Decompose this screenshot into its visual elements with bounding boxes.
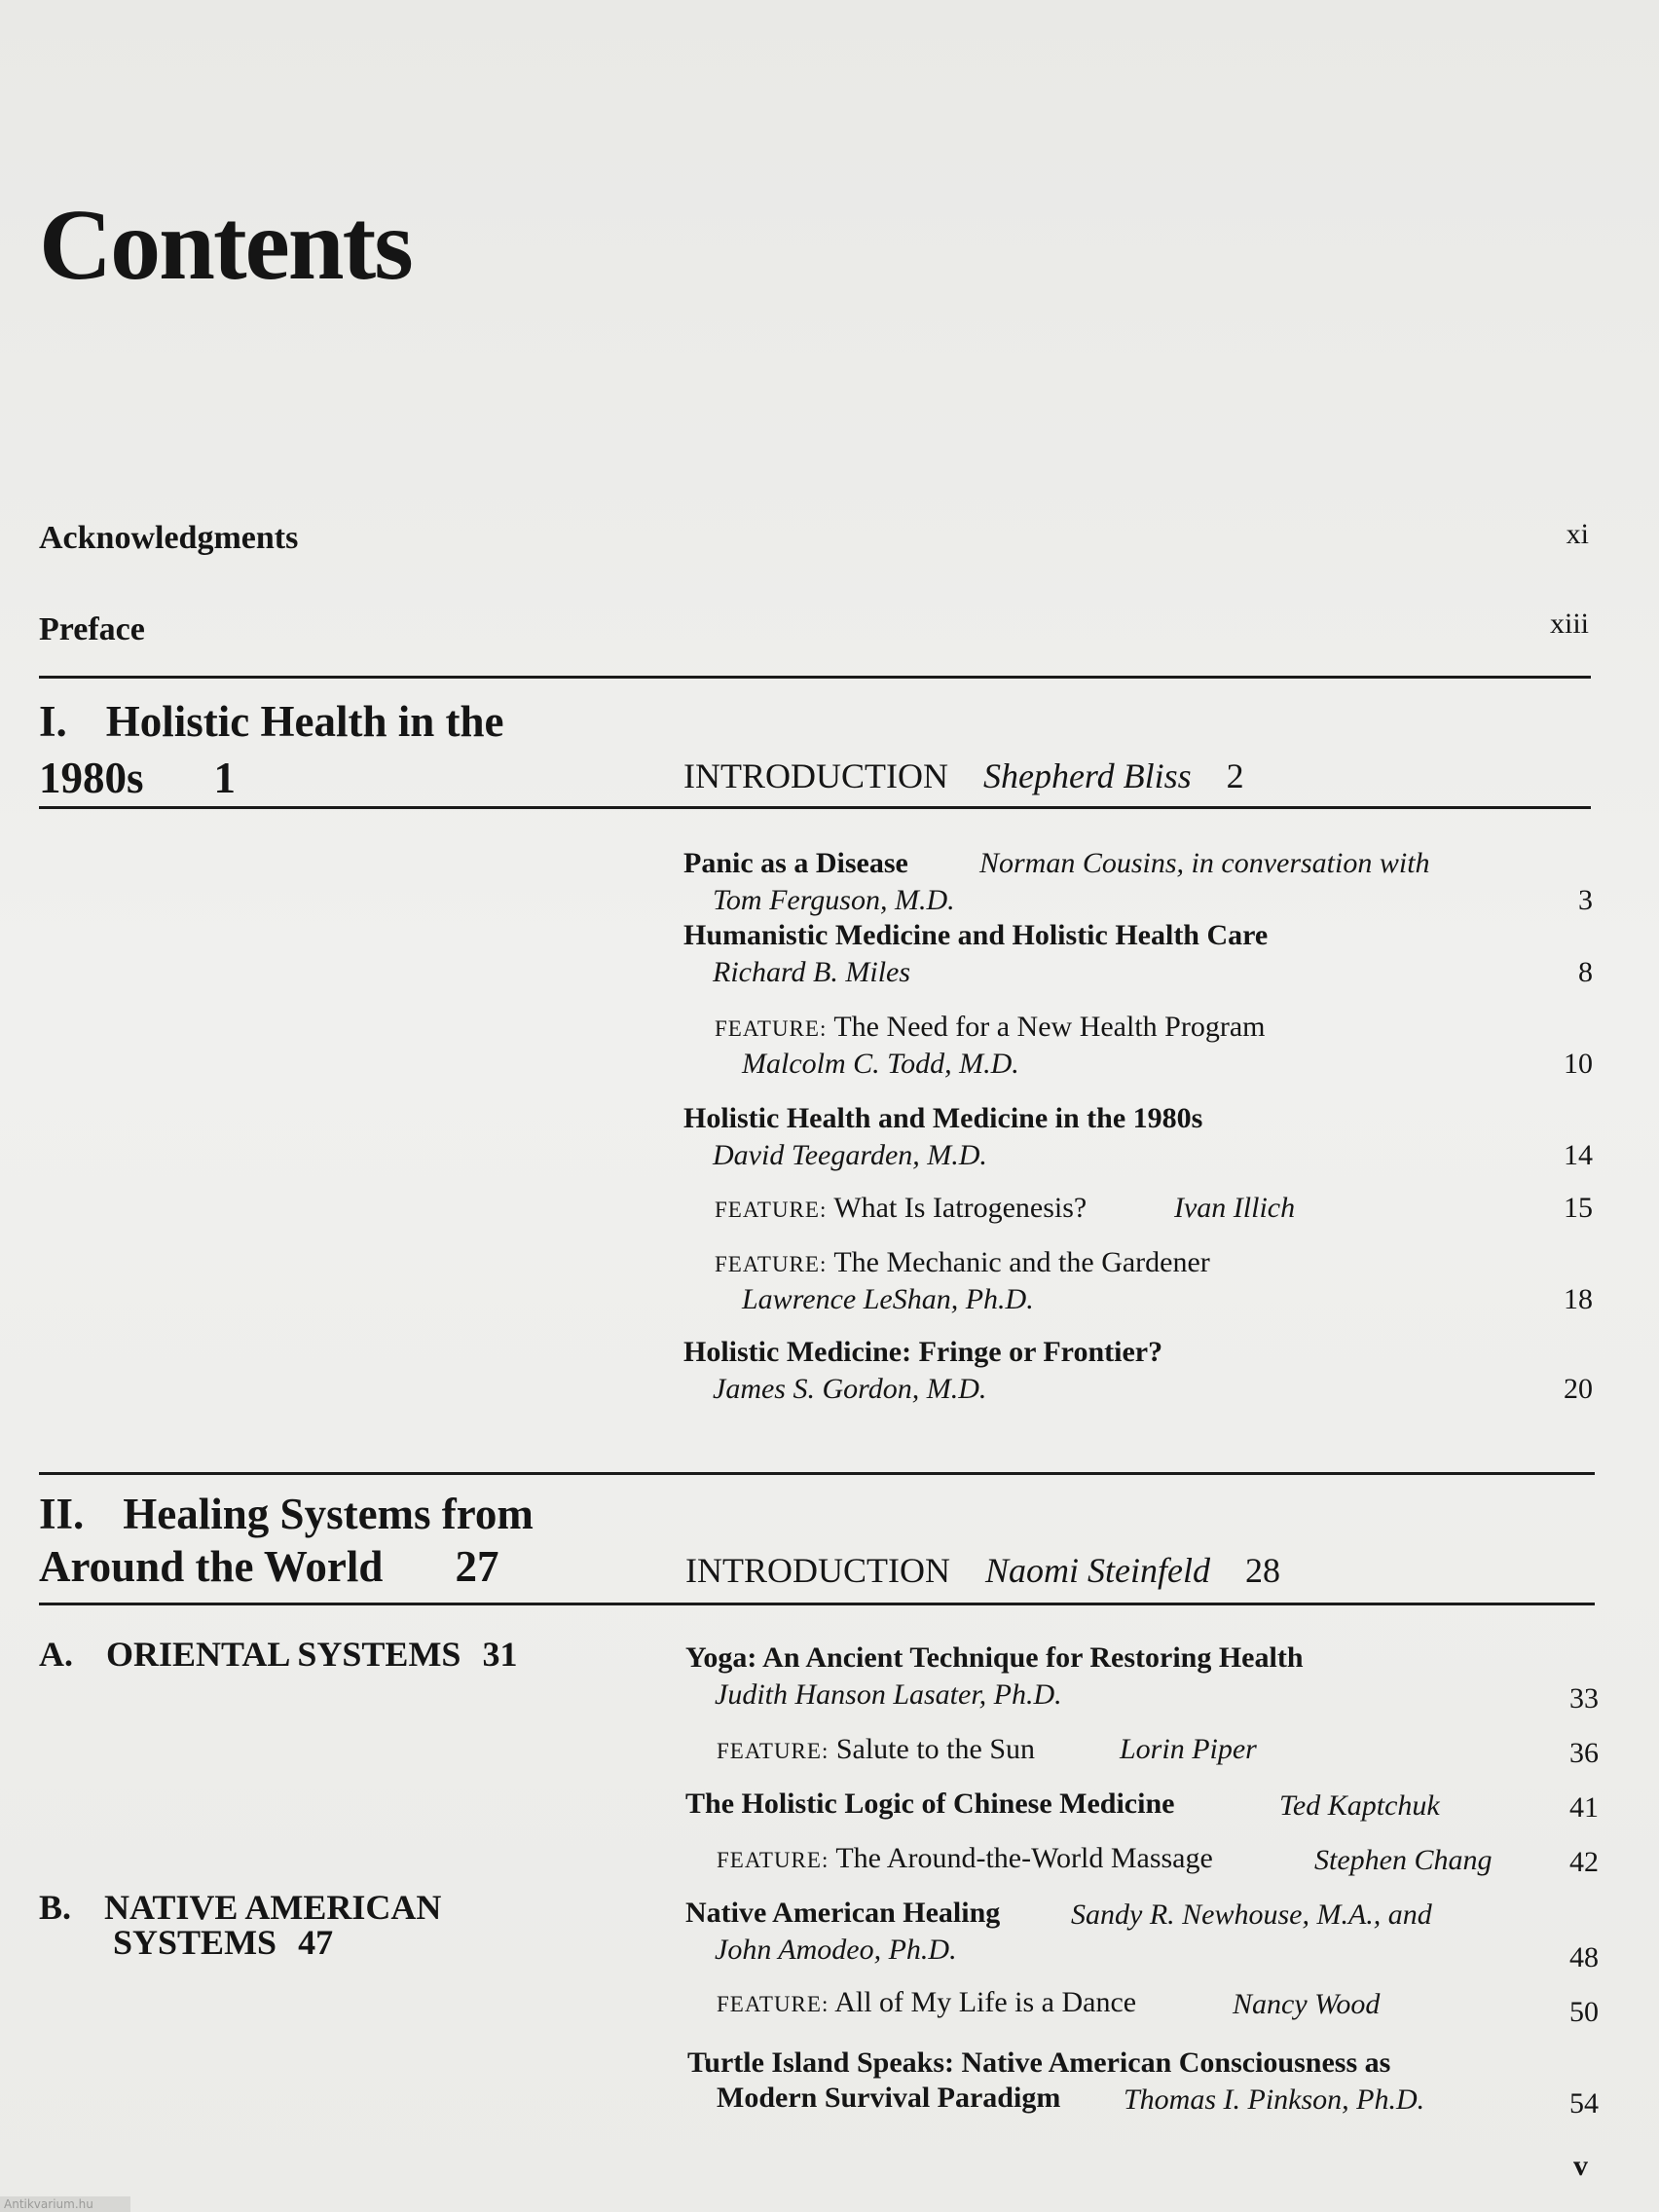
entry-page: 3 (1578, 884, 1593, 916)
part2-bottom-rule (39, 1603, 1595, 1605)
section-b-heading-line1[interactable] (39, 1889, 441, 1926)
feature-entry[interactable] (715, 1246, 1210, 1279)
feature-label: FEATURE: (717, 1848, 830, 1872)
entry-page: 41 (1569, 1791, 1599, 1824)
part2-heading-line1[interactable] (39, 1488, 534, 1540)
entry-page: 8 (1578, 956, 1593, 988)
entry-page: 18 (1564, 1283, 1593, 1315)
entry-page: 20 (1564, 1373, 1593, 1405)
part2-intro-label: INTRODUCTION (685, 1551, 950, 1590)
part2-top-rule (39, 1472, 1595, 1475)
front-matter-preface-page: xiii (1549, 608, 1589, 640)
feature-entry[interactable] (717, 1842, 1213, 1875)
part2-page: 27 (455, 1542, 499, 1591)
part1-top-rule (39, 676, 1591, 679)
feature-title: The Mechanic and the Gardener (833, 1246, 1210, 1278)
part1-heading-line1[interactable] (39, 695, 504, 748)
entry-author: Malcolm C. Todd, M.D. (742, 1048, 1019, 1080)
entry-author: Thomas I. Pinkson, Ph.D. (1124, 2083, 1425, 2116)
entry-page: 15 (1564, 1192, 1593, 1224)
entry-author: Ivan Illich (1174, 1192, 1296, 1224)
entry-page: 48 (1569, 1941, 1599, 1973)
entry-author: Tom Ferguson, M.D. (713, 884, 955, 916)
entry-title[interactable]: Holistic Medicine: Fringe or Frontier? (683, 1336, 1163, 1368)
feature-label: FEATURE: (715, 1016, 828, 1041)
feature-entry[interactable] (717, 1986, 1136, 2019)
section-a-letter: A. (39, 1635, 73, 1674)
feature-label: FEATURE: (715, 1252, 828, 1276)
part1-introduction[interactable] (683, 756, 1244, 796)
section-a-page: 31 (482, 1635, 518, 1674)
entry-title[interactable]: Turtle Island Speaks: Native American Consciousness as (687, 2046, 1391, 2079)
part1-intro-page: 2 (1226, 756, 1244, 795)
entry-author: John Amodeo, Ph.D. (715, 1934, 957, 1966)
section-a-heading[interactable] (39, 1636, 517, 1673)
entry-author: Sandy R. Newhouse, M.A., and (1071, 1899, 1432, 1931)
entry-author: Lorin Piper (1120, 1733, 1257, 1765)
feature-label: FEATURE: (717, 1739, 830, 1763)
entry-title[interactable]: Panic as a Disease (683, 847, 908, 879)
entry-title[interactable]: Yoga: An Ancient Technique for Restoring Health (685, 1641, 1304, 1674)
feature-title: Salute to the Sun (835, 1733, 1035, 1765)
entry-author: Nancy Wood (1233, 1988, 1381, 2020)
part1-bottom-rule (39, 806, 1591, 809)
feature-label: FEATURE: (715, 1198, 828, 1222)
entry-author: Lawrence LeShan, Ph.D. (742, 1283, 1034, 1315)
part1-title-line2: 1980s (39, 754, 144, 802)
entry-page: 33 (1569, 1682, 1599, 1714)
entry-page: 42 (1569, 1846, 1599, 1878)
part1-numeral: I. (39, 697, 67, 746)
part1-title-line1: Holistic Health in the (105, 697, 504, 746)
part1-heading-line2[interactable] (39, 752, 236, 804)
entry-author: Norman Cousins, in conversation with (979, 847, 1430, 879)
watermark: Antikvarium.hu (0, 2196, 130, 2212)
part2-title-line2: Around the World (39, 1542, 384, 1591)
section-a-title: ORIENTAL SYSTEMS (106, 1635, 461, 1674)
page-number: v (1573, 2150, 1588, 2182)
page-title: Contents (39, 189, 412, 301)
part2-intro-page: 28 (1244, 1551, 1280, 1590)
part2-title-line1: Healing Systems from (123, 1490, 534, 1538)
feature-title: The Around-the-World Massage (835, 1842, 1213, 1874)
feature-title: The Need for a New Health Program (833, 1011, 1266, 1043)
section-b-page: 47 (298, 1923, 334, 1962)
entry-page: 10 (1564, 1048, 1593, 1080)
feature-title: What Is Iatrogenesis? (833, 1192, 1088, 1224)
section-b-letter: B. (39, 1888, 72, 1927)
entry-title[interactable]: Native American Healing (685, 1897, 1001, 1929)
section-b-title-line2: SYSTEMS (113, 1923, 277, 1962)
feature-label: FEATURE: (717, 1992, 830, 2016)
feature-entry[interactable] (717, 1733, 1035, 1766)
part2-numeral: II. (39, 1490, 85, 1538)
section-b-title-line1: NATIVE AMERICAN (104, 1888, 442, 1927)
part1-intro-label: INTRODUCTION (683, 756, 948, 795)
entry-author: Richard B. Miles (713, 956, 911, 988)
front-matter-preface[interactable]: Preface (39, 611, 145, 647)
front-matter-acknowledgments-page: xi (1566, 518, 1589, 550)
entry-title[interactable]: Humanistic Medicine and Holistic Health Care (683, 919, 1269, 951)
part2-intro-author: Naomi Steinfeld (984, 1551, 1210, 1590)
section-b-heading-line2[interactable] (113, 1924, 333, 1961)
entry-page: 36 (1569, 1737, 1599, 1769)
entry-author: James S. Gordon, M.D. (713, 1373, 987, 1405)
part2-introduction[interactable] (685, 1550, 1280, 1591)
feature-title: All of My Life is a Dance (834, 1986, 1137, 2018)
entry-page: 54 (1569, 2087, 1599, 2120)
entry-page: 50 (1569, 1996, 1599, 2028)
front-matter-acknowledgments[interactable]: Acknowledgments (39, 520, 299, 556)
part1-intro-author: Shepherd Bliss (982, 756, 1192, 795)
part2-heading-line2[interactable] (39, 1540, 498, 1593)
entry-title-continued[interactable]: Modern Survival Paradigm (717, 2082, 1061, 2114)
entry-author: Stephen Chang (1314, 1844, 1493, 1876)
entry-title[interactable]: The Holistic Logic of Chinese Medicine (685, 1788, 1175, 1820)
entry-author: David Teegarden, M.D. (713, 1139, 987, 1171)
part1-page: 1 (213, 754, 237, 802)
feature-entry[interactable] (715, 1011, 1265, 1044)
entry-author: Ted Kaptchuk (1279, 1789, 1440, 1822)
entry-page: 14 (1564, 1139, 1593, 1171)
entry-author: Judith Hanson Lasater, Ph.D. (715, 1678, 1062, 1711)
entry-title[interactable]: Holistic Health and Medicine in the 1980s (683, 1102, 1203, 1134)
feature-entry[interactable] (715, 1192, 1087, 1225)
